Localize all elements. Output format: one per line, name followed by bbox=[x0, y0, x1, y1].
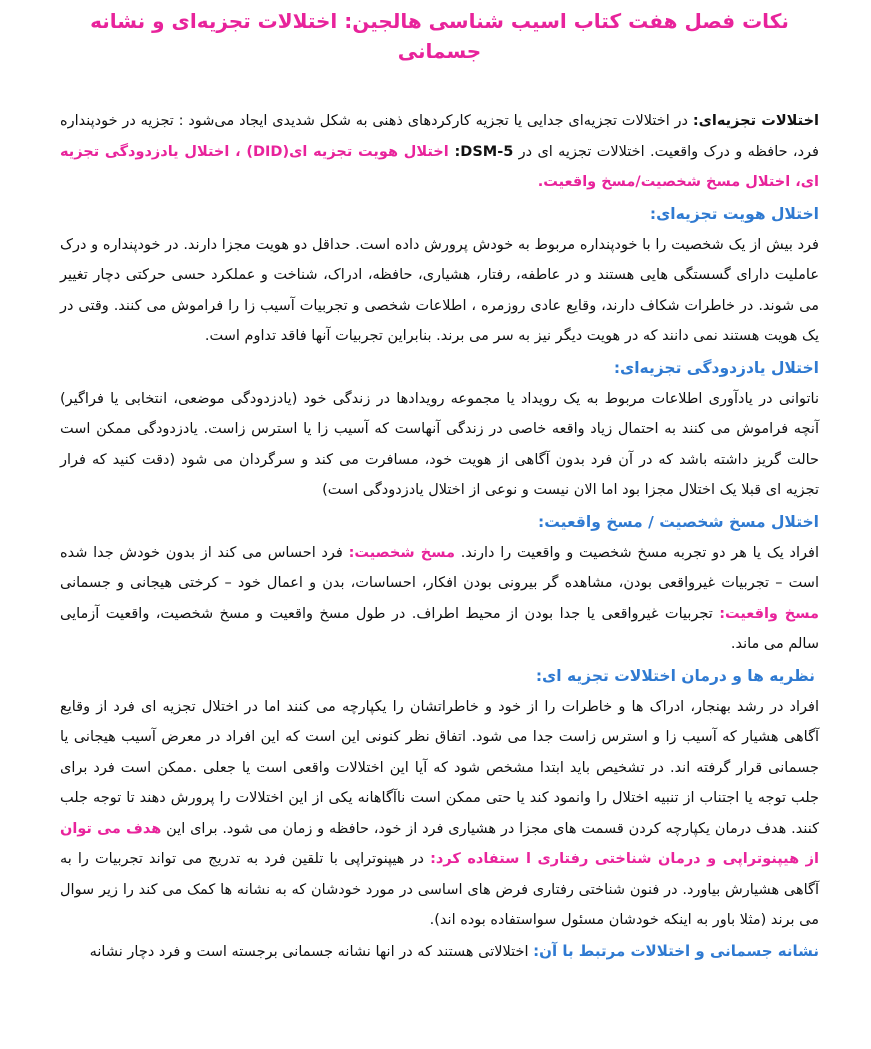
amnesia-paragraph: ناتوانی در یادآوری اطلاعات مربوط به یک رویداد یا مجموعه رویدادها در زندگی خود (یادزدودگی موضعی، انتخابی یا فراگیر) آنچه فراموش می کنند به احتمال زیاد واقعه خاصی در زندگی آنهاست که آسیب زا یا استرس زاست. یادزدودگی ممکن است حالت گریز داشته باشد که در آن فرد بدون آگاهی از هویت خود، مسافرت می کند و سرگردان می شود (دقت کنید که فرار تجزیه ای قبلا یک اختلال مجزا بود اما الان نیست و نوعی از اختلال یادزدودگی است) bbox=[60, 390, 819, 498]
dsm-label: DSM-5: bbox=[454, 143, 514, 160]
theory-text-2: در هیپنوتراپی با تلقین فرد به تدریج می تواند تجربیات را به آگاهی هشیارش بیاورد. در فنون شناختی رفتاری فرض های اساسی در مورد خودشان که به نشانه ها کمک می کند را زیر سوال می برند (مثلا باور به اینکه خودشان مسئول سواستفاده بوده اند). bbox=[60, 851, 819, 928]
derealization-term: مسخ واقعیت: bbox=[719, 605, 819, 622]
did-paragraph: فرد بیش از یک شخصیت را با خودپنداره مربوط به خودش پرورش داده است. حداقل دو هویت مجزا دارند. در خودپنداره و درک عاملیت دارای گسستگی هایی هستند و در عاطفه، رفتار، هشیاری، حافظه، ادراک، شناخت و عملکرد حسی حرکتی دچار تغییر می شوند. در خاطرات شکاف دارند، وقایع عادی روزمره ، اطلاعات شخصی و تجربیات آسیب زا را فراموش می کنند. وقتی در یک هویت هستند نمی دانند که در هویت دیگر نیز به سر می برند. بنابراین تجربیات آنها فاقد تداوم است. bbox=[60, 236, 819, 344]
amnesia-heading: اختلال یادزدودگی تجزیه‌ای: bbox=[613, 358, 819, 377]
depersonalization-paragraph bbox=[60, 538, 819, 660]
theory-paragraph bbox=[60, 692, 819, 936]
somatic-heading: نشانه جسمانی و اختلالات مرتبط با آن: bbox=[533, 941, 819, 960]
somatic-text: اختلالاتی هستند که در انها نشانه جسمانی برجسته است و فرد دچار نشانه bbox=[89, 943, 534, 960]
theory-text-1: افراد در رشد بهنجار، ادراک ها و خاطرات را از خود و خاطراتشان را یکپارچه می کنند اما در اختلال تجزیه ای فرد از وقایع آگاهی هشیار که آسیب زا و استرس زاست جدا می شود. اتفاق نظر کنونی این است که این افراد در معرض آسیب هیجانی یا جسمانی قرار گرفته اند. در تشخیص باید ابتدا مشخص شود که آیا این اختلالات واقعی است یا جعلی .ممکن است فرد برای جلب توجه یا اجتناب از تنبیه اختلال را وانمود کند یا حتی ممکن است ناآگاهانه یکی از این اختلالات را پرورش دهند تا توجه جلب کنند. هدف درمان یکپارچه کردن قسمت های مجزا در هشیاری فرد از خود، حافظه و زمان می شود. برای این bbox=[60, 698, 819, 837]
theory-heading: نظریه ها و درمان اختلالات تجزیه ای: bbox=[535, 666, 815, 685]
intro-text: در اختلالات تجزیه‌ای جدایی یا تجزیه کارکردهای ذهنی به شکل شدیدی ایجاد می‌شود : تجزیه در خودپنداره فرد، حافظه و درک واقعیت. اختلالات تجزیه ای در bbox=[60, 113, 819, 160]
depersonalization-term: مسخ شخصیت: bbox=[348, 544, 455, 561]
depers-text-3: تجربیات غیرواقعی یا جدا بودن از محیط اطراف. در طول مسخ واقعیت و مسخ شخصیت، واقعیت آزمایی سالم می ماند. bbox=[60, 605, 819, 652]
intro-label: اختلالات تجزیه‌ای: bbox=[692, 113, 819, 129]
somatic-paragraph bbox=[60, 936, 819, 968]
depers-text-1: افراد یک یا هر دو تجربه مسخ شخصیت و واقعیت را دارند. bbox=[455, 544, 819, 561]
depersonalization-heading: اختلال مسخ شخصیت / مسخ واقعیت: bbox=[538, 512, 819, 531]
depers-text-2: فرد احساس می کند از بدون خودش جدا شده است – تجربیات غیرواقعی بودن، مشاهده گر بیرونی بودن افکار، احساسات، بدن و اعمال خود – کرختی هیجانی و جسمانی bbox=[60, 544, 819, 591]
disorder-list: اختلال هویت تجزیه ای(DID) ، اختلال یادزدودگی تجزیه ای، اختلال مسخ شخصیت/مسخ واقعیت. bbox=[60, 143, 819, 190]
did-heading: اختلال هویت تجزیه‌ای: bbox=[649, 204, 819, 223]
therapy-highlight: هدف می توان از هیپنوتراپی و درمان شناختی رفتاری ا ستفاده کرد: bbox=[60, 820, 819, 867]
page-title: نکات فصل هفت کتاب اسیب شناسی هالجین: اختلالات تجزیه‌ای و نشانه جسمانی bbox=[90, 9, 789, 63]
intro-paragraph bbox=[60, 106, 819, 198]
